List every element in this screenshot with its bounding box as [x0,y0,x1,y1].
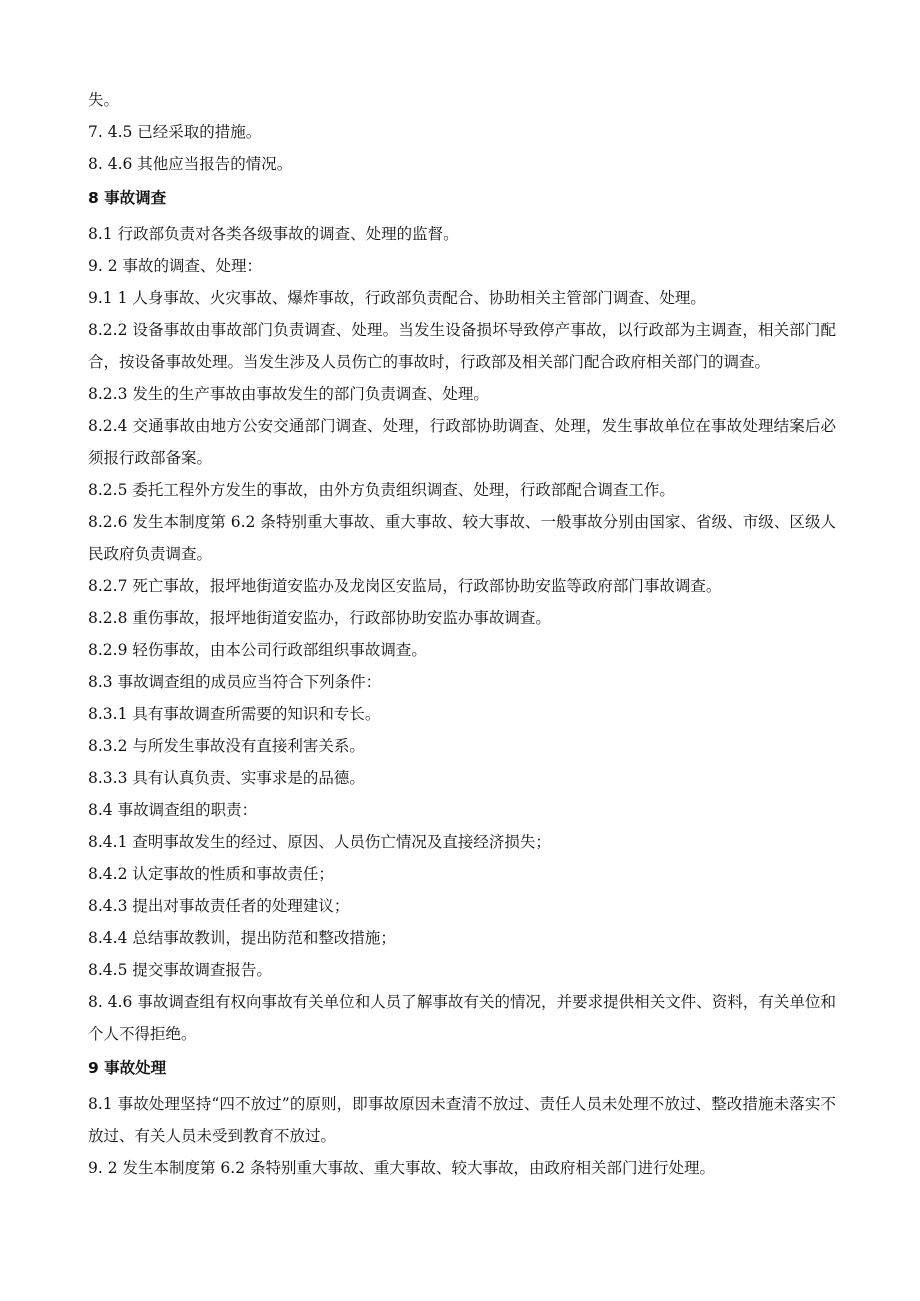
paragraph-8-4-3: 8.4.3 提出对事故责任者的处理建议； [88,897,350,915]
paragraph-8-1: 8.1 行政部负责对各类各级事故的调查、处理的监督。 [88,225,459,243]
paragraph-8-3-1: 8.3.1 具有事故调查所需要的知识和专长。 [88,705,381,723]
paragraph-7-4-5: 7. 4.5 已经采取的措施。 [88,123,262,141]
paragraph-9-section-8-1: 8.1 事故处理坚持“四不放过”的原则，即事故原因未查清不放过、责任人员未处理不放过、整改措施未落实不放过、有关人员未受到教育不放过。 [88,1095,836,1145]
paragraph-8-2-5: 8.2.5 委托工程外方发生的事故，由外方负责组织调查、处理，行政部配合调查工作。 [88,481,675,499]
paragraph-8-2-3: 8.2.3 发生的生产事故由事故发生的部门负责调查、处理。 [88,385,489,403]
paragraph-8-4-4: 8.4.4 总结事故教训，提出防范和整改措施； [88,929,396,947]
paragraph-9-2: 9. 2 事故的调查、处理： [88,257,263,275]
paragraph-8-4-6: 8. 4.6 其他应当报告的情况。 [88,155,293,173]
paragraph-8-2-2: 8.2.2 设备事故由事故部门负责调查、处理。当发生设备损坏导致停产事故，以行政部为主调查，相关部门配合，按设备事故处理。当发生涉及人员伤亡的事故时，行政部及相关部门配合政府相关部门的调查。 [88,321,836,371]
paragraph-8-2-8: 8.2.8 重伤事故，报坪地街道安监办，行政部协助安监办事故调查。 [88,609,551,627]
paragraph-continuation: 失。 [88,91,120,109]
paragraph-8-4-6: 8. 4.6 事故调查组有权向事故有关单位和人员了解事故有关的情况，并要求提供相关文件、资料，有关单位和个人不得拒绝。 [88,993,836,1043]
paragraph-9-1: 9.1 1 人身事故、火灾事故、爆炸事故，行政部负责配合、协助相关主管部门调查、处理。 [88,289,706,307]
paragraph-8-3: 8.3 事故调查组的成员应当符合下列条件： [88,673,382,691]
paragraph-8-4-2: 8.4.2 认定事故的性质和事故责任； [88,865,334,883]
section-heading-9: 9 事故处理 [88,1059,167,1077]
section-heading-8: 8 事故调查 [88,189,167,207]
paragraph-9-section-9-2: 9. 2 发生本制度第 6.2 条特别重大事故、重大事故、较大事故，由政府相关部门进行处理。 [88,1159,716,1177]
paragraph-8-4-5: 8.4.5 提交事故调查报告。 [88,961,272,979]
paragraph-8-2-9: 8.2.9 轻伤事故，由本公司行政部组织事故调查。 [88,641,427,659]
paragraph-8-4-1: 8.4.1 查明事故发生的经过、原因、人员伤亡情况及直接经济损失； [88,833,551,851]
paragraph-8-2-6: 8.2.6 发生本制度第 6.2 条特别重大事故、重大事故、较大事故、一般事故分别由国家、省级、市级、区级人民政府负责调查。 [88,513,836,563]
document-page [88,84,836,1184]
paragraph-8-3-2: 8.3.2 与所发生事故没有直接利害关系。 [88,737,365,755]
paragraph-8-2-4: 8.2.4 交通事故由地方公安交通部门调查、处理，行政部协助调查、处理，发生事故单位在事故处理结案后必须报行政部备案。 [88,417,836,467]
paragraph-8-4: 8.4 事故调查组的职责： [88,801,258,819]
paragraph-8-2-7: 8.2.7 死亡事故，报坪地街道安监办及龙岗区安监局，行政部协助安监等政府部门事故调查。 [88,577,722,595]
paragraph-8-3-3: 8.3.3 具有认真负责、实事求是的品德。 [88,769,365,787]
